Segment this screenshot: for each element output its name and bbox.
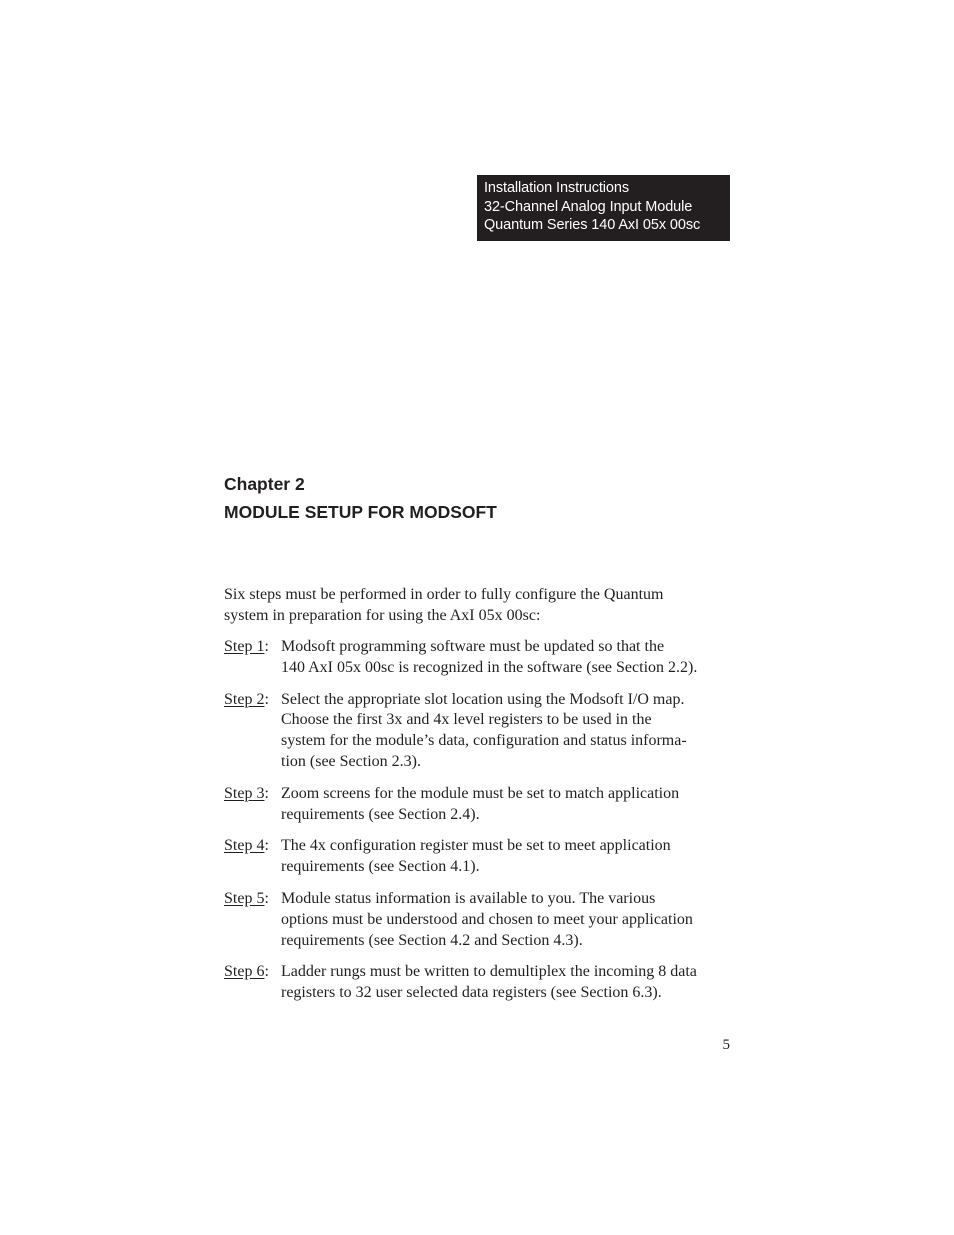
document-header-box [477, 175, 730, 241]
step-item [224, 962, 734, 1004]
step-line: Ladder rungs must be written to demultiplex the incoming 8 data [281, 963, 697, 981]
step-label-colon: : [264, 784, 269, 802]
chapter-title: MODULE SETUP FOR MODSOFT [224, 502, 497, 522]
step-line: registers to 32 user selected data registers (see Section 6.3). [281, 984, 662, 1002]
step-label [224, 962, 281, 1004]
step-item [224, 836, 734, 878]
step-description [281, 836, 734, 878]
step-label-colon: : [264, 963, 269, 981]
intro-line: system in preparation for using the AxI 05x 00sc: [224, 606, 541, 624]
step-item [224, 690, 734, 773]
step-item [224, 889, 734, 951]
step-label-text: Step 1 [224, 638, 265, 655]
step-line: requirements (see Section 4.2 and Section 4.3). [281, 931, 583, 949]
step-label-text: Step 3 [224, 784, 265, 802]
step-description [281, 690, 734, 773]
step-label-text: Step 2 [224, 690, 265, 708]
step-line: requirements (see Section 4.1). [281, 858, 480, 876]
step-item [224, 784, 734, 826]
step-description [281, 784, 734, 826]
intro-paragraph [224, 585, 734, 627]
step-line: Module status information is available to you. The various [281, 889, 656, 907]
step-line: 140 AxI 05x 00sc is recognized in the software (see Section 2.2). [281, 658, 698, 676]
step-label-colon: : [264, 690, 269, 708]
step-description [281, 637, 734, 679]
step-label-text: Step 4 [224, 837, 265, 855]
chapter-label: Chapter 2 [224, 474, 305, 494]
step-label-colon: : [264, 837, 269, 855]
step-line: Select the appropriate slot location using the Modsoft I/O map. [281, 690, 685, 708]
step-description [281, 962, 734, 1004]
step-line: Modsoft programming software must be updated so that the [281, 638, 665, 655]
step-line: The 4x configuration register must be set to meet application [281, 837, 671, 855]
header-line-series: Quantum Series 140 AxI 05x 00sc [484, 217, 701, 233]
step-label-colon: : [264, 889, 269, 907]
step-label [224, 690, 281, 773]
step-line: system for the module’s data, configuration and status informa- [281, 732, 687, 750]
step-line: options must be understood and chosen to meet your application [281, 910, 693, 928]
step-label-text: Step 5 [224, 889, 265, 907]
step-line: Choose the first 3x and 4x level registers to be used in the [281, 711, 652, 729]
step-label-colon: : [264, 638, 269, 655]
step-label [224, 836, 281, 878]
step-label [224, 637, 281, 679]
header-line-title: Installation Instructions [484, 180, 629, 196]
step-line: requirements (see Section 2.4). [281, 805, 480, 823]
step-label-text: Step 6 [224, 963, 265, 981]
step-description [281, 889, 734, 951]
step-line: tion (see Section 2.3). [281, 752, 421, 770]
step-item [224, 637, 734, 679]
page-number: 5 [722, 1037, 730, 1053]
steps-list [224, 637, 734, 1015]
step-label [224, 784, 281, 826]
step-label [224, 889, 281, 951]
step-line: Zoom screens for the module must be set to match application [281, 784, 680, 802]
intro-line: Six steps must be performed in order to fully configure the Quantum [224, 586, 664, 603]
header-line-product: 32-Channel Analog Input Module [484, 198, 693, 215]
